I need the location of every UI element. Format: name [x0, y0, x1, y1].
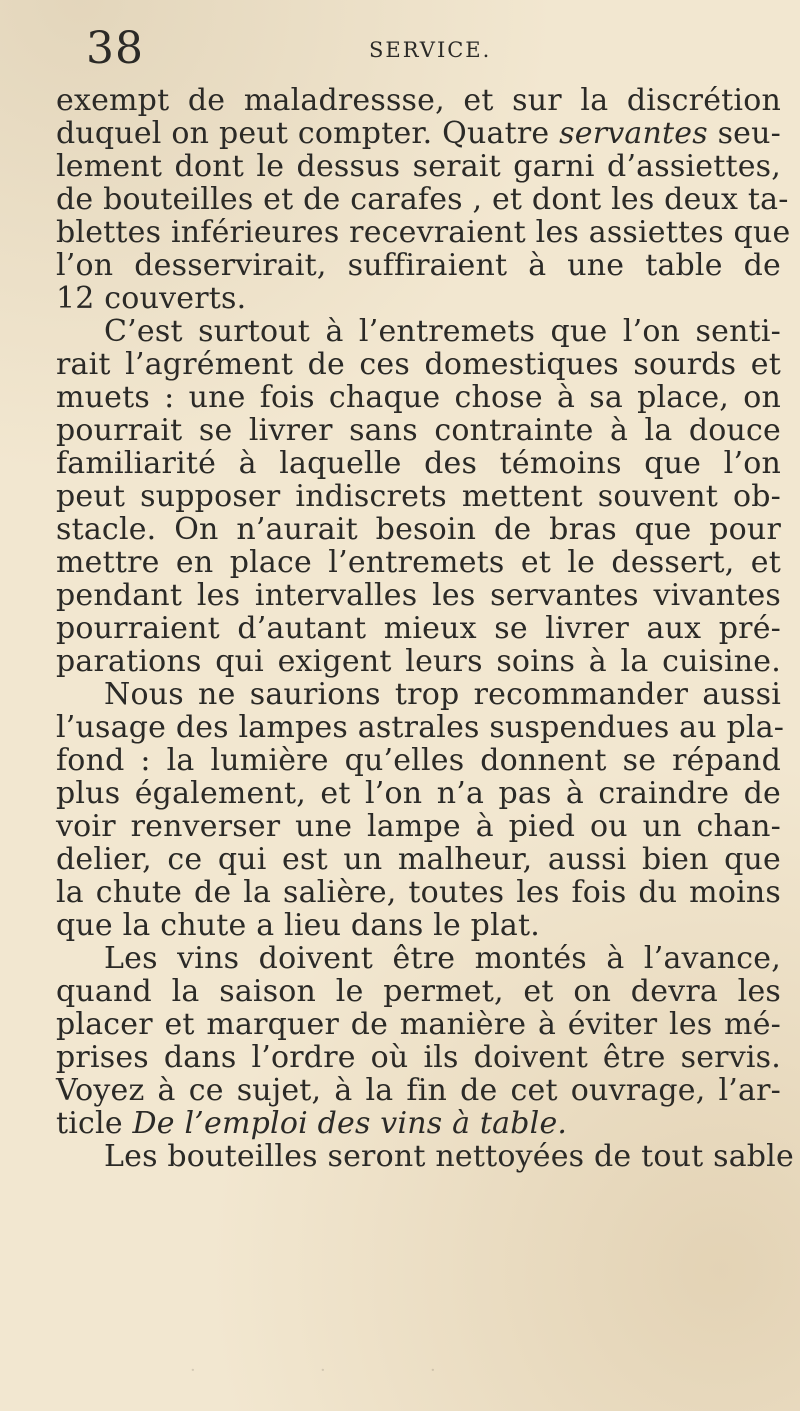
text-line: mettre en place l’entremets et le dessert, et: [56, 545, 781, 580]
paragraph-start: C’est surtout à l’entremets que l’on senti-: [104, 314, 781, 349]
text-line: plus également, et l’on n’a pas à craindre de: [56, 776, 781, 811]
text-line: lement dont le dessus serait garni d’assiettes,: [56, 149, 781, 184]
text-line: blettes inférieures recevraient les assiettes que: [56, 215, 791, 250]
running-head: SERVICE.: [369, 38, 492, 62]
text-line: parations qui exigent leurs soins à la cuisine.: [56, 644, 781, 679]
bleed-through-mark: ·: [190, 1360, 196, 1381]
text-line: exempt de maladressse, et sur la discrétion: [56, 83, 781, 118]
text-line: l’on desservirait, suffiraient à une table de: [56, 248, 781, 283]
text-line: peut supposer indiscrets mettent souvent ob-: [56, 479, 781, 514]
text-line: l’usage des lampes astrales suspendues au pla-: [56, 710, 785, 745]
text-line: pendant les intervalles les servantes vivantes: [56, 578, 781, 613]
text-line: rait l’agrément de ces domestiques sourds et: [56, 347, 781, 382]
text-line: de bouteilles et de carafes , et dont les deux ta-: [56, 182, 789, 217]
text-line: prises dans l’ordre où ils doivent être servis.: [56, 1040, 781, 1075]
text-line: 12 couverts.: [56, 281, 247, 316]
text-line: quand la saison le permet, et on devra les: [56, 974, 781, 1009]
text-line: pourrait se livrer sans contrainte à la douce: [56, 413, 781, 448]
article-title: De l’emploi des vins à table.: [132, 1106, 568, 1141]
paragraph-start: Nous ne saurions trop recommander aussi: [104, 677, 781, 712]
text-line: Voyez à ce sujet, à la fin de cet ouvrage, l’ar-: [56, 1073, 781, 1108]
text-line: stacle. On n’aurait besoin de bras que pour: [56, 512, 781, 547]
text-line: fond : la lumière qu’elles donnent se répand: [56, 743, 781, 778]
text-line: pourraient d’autant mieux se livrer aux pré-: [56, 611, 781, 646]
paragraph-start: Les bouteilles seront nettoyées de tout sable: [104, 1139, 794, 1174]
text-line: la chute de la salière, toutes les fois du moins: [56, 875, 781, 910]
text-line: voir renverser une lampe à pied ou un chan-: [56, 809, 781, 844]
paragraph-start: Les vins doivent être montés à l’avance,: [104, 941, 781, 976]
italic-term: servantes: [559, 116, 708, 151]
text-line: duquel on peut compter. Quatre servantes seu-: [56, 116, 781, 151]
bleed-through-mark: ·: [430, 1360, 436, 1381]
page-number: 38: [86, 23, 144, 74]
text-line: que la chute a lieu dans le plat.: [56, 908, 540, 943]
body-text: [56, 83, 794, 1174]
text-line: familiarité à laquelle des témoins que l’on: [56, 446, 781, 481]
text-line: ticle De l’emploi des vins à table.: [56, 1106, 568, 1141]
text-line: muets : une fois chaque chose à sa place, on: [56, 380, 781, 415]
bleed-through-mark: ·: [320, 1360, 326, 1381]
page-header: [86, 24, 766, 82]
text-line: delier, ce qui est un malheur, aussi bien que: [56, 842, 781, 877]
text-line: placer et marquer de manière à éviter les mé-: [56, 1007, 781, 1042]
